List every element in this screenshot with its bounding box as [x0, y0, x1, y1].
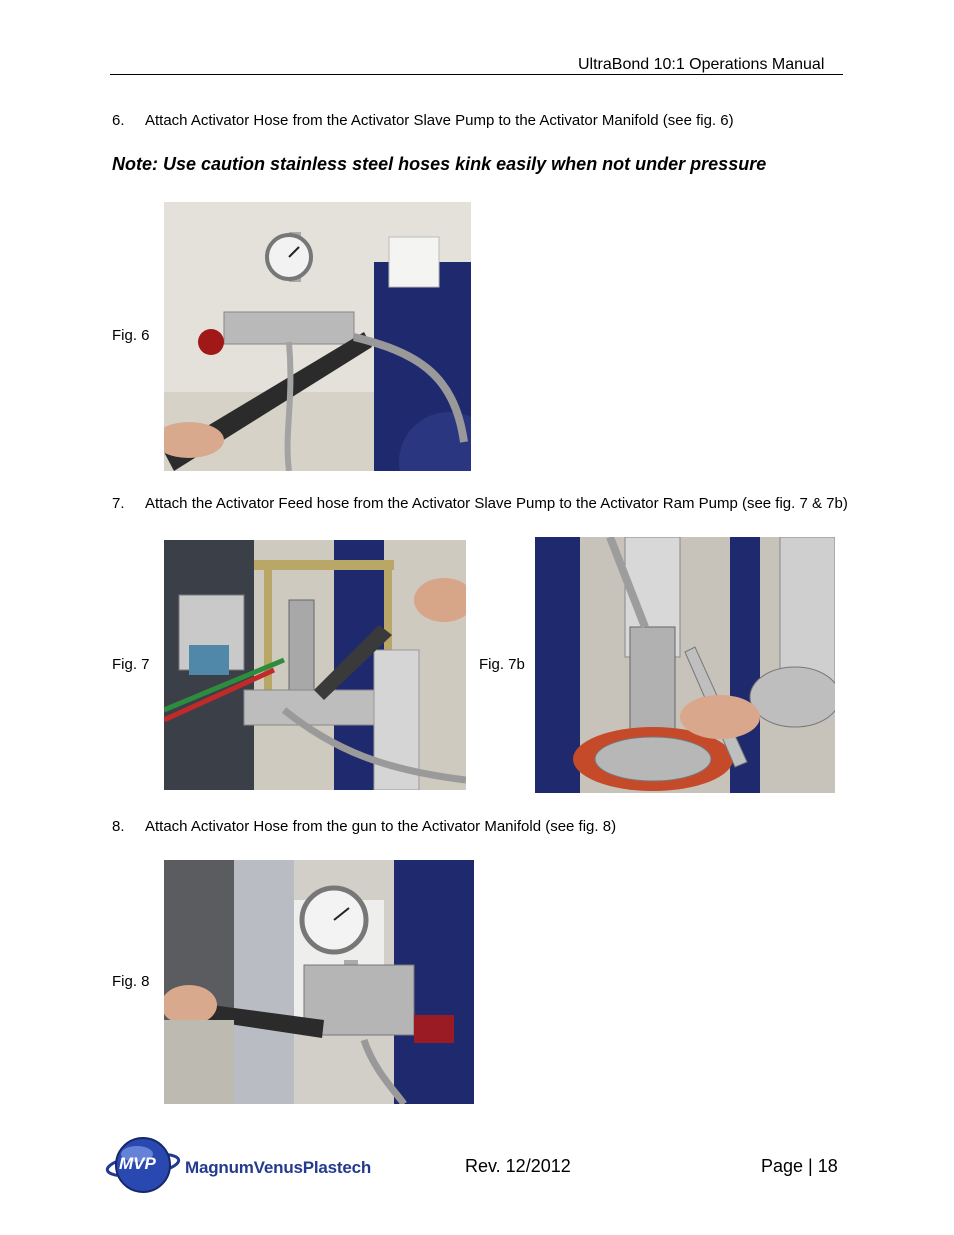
step-text: Attach the Activator Feed hose from the Activator Slave Pump to the Activator Ram Pump (see fig. 7 & 7b): [145, 495, 848, 512]
revision-date: Rev. 12/2012: [465, 1156, 571, 1176]
step-number: 6.: [112, 112, 125, 129]
step-6: [112, 112, 734, 129]
step-7: [112, 495, 848, 512]
document-header-title: UltraBond 10:1 Operations Manual: [578, 56, 825, 73]
fig-8-label: Fig. 8: [112, 973, 150, 990]
fig-7b-label: Fig. 7b: [479, 656, 525, 673]
fig-6-photo: [164, 202, 471, 471]
step-number: 8.: [112, 818, 125, 835]
fig-7b-photo: [535, 537, 835, 793]
logo-mark-text: MVP: [119, 1154, 156, 1173]
step-text: Attach Activator Hose from the Activator Slave Pump to the Activator Manifold (see fig. 6): [145, 112, 734, 129]
fig-7-label: Fig. 7: [112, 656, 150, 673]
caution-note: Note: Use caution stainless steel hoses kink easily when not under pressure: [112, 154, 767, 174]
step-text: Attach Activator Hose from the gun to the Activator Manifold (see fig. 8): [145, 818, 617, 835]
page-number: Page | 18: [761, 1156, 838, 1176]
logo-company-name: MagnumVenusPlastech: [185, 1158, 372, 1177]
fig-6-label: Fig. 6: [112, 327, 150, 344]
step-number: 7.: [112, 495, 125, 512]
company-logo: [103, 1132, 393, 1198]
header-rule: [110, 74, 843, 75]
fig-7-photo: [164, 540, 466, 790]
fig-8-photo: [164, 860, 474, 1104]
step-8: [112, 818, 616, 835]
